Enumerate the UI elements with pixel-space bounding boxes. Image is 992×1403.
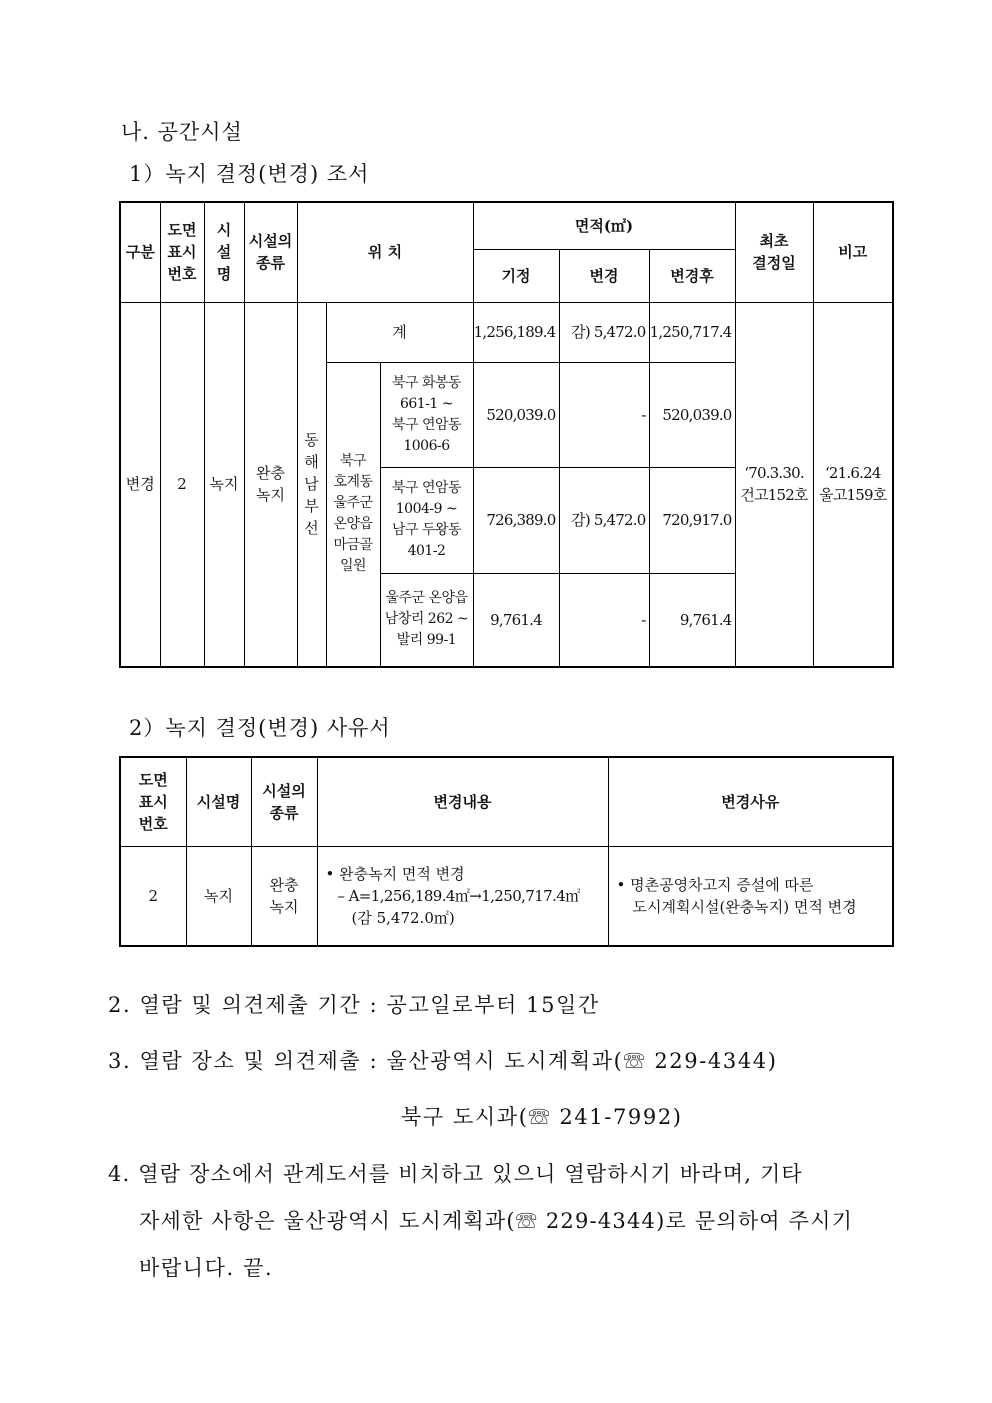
header-first-decision: 최초 결정일 <box>735 202 813 302</box>
cell-section-3-change: - <box>559 573 649 667</box>
reason-header-domyeon: 도면 표시 번호 <box>120 757 186 846</box>
reason-header-facility-type: 시설의 종류 <box>251 757 317 846</box>
cell-total-before: 1,256,189.4 <box>473 302 559 362</box>
cell-total-label: 계 <box>326 302 473 362</box>
reason-header-content: 변경내용 <box>317 757 608 846</box>
header-area-change: 변경 <box>559 249 649 302</box>
cell-section-1-after: 520,039.0 <box>649 362 735 467</box>
cell-area-group: 북구 호계동 울주군 온양읍 마금골 일원 <box>326 362 380 667</box>
cell-section-2-change: 감) 5,472.0 <box>559 467 649 573</box>
cell-section-1-location: 북구 화봉동 661-1 ~ 북구 연암동 1006-6 <box>380 362 473 467</box>
green-area-decision-table <box>119 201 894 668</box>
content-line-3: (감 5,472.0㎡) <box>351 908 455 927</box>
reason-cell-domyeon: 2 <box>120 846 186 946</box>
reason-cell-facility-type: 완충 녹지 <box>251 846 317 946</box>
reason-cell-facility-name: 녹지 <box>186 846 251 946</box>
item-3: 3. 열람 장소 및 의견제출 : 울산광역시 도시계획과(☏ 229-4344) <box>108 1049 778 1073</box>
reason-header-facility-name: 시설명 <box>186 757 251 846</box>
cell-section-2-after: 720,917.0 <box>649 467 735 573</box>
reason-cell-content <box>317 846 608 946</box>
reason-header-reason: 변경사유 <box>608 757 893 846</box>
cell-section-2-location: 북구 연암동 1004-9 ~ 남구 두왕동 401-2 <box>380 467 473 573</box>
header-remarks: 비고 <box>813 202 893 302</box>
header-facility-name: 시 설 명 <box>204 202 244 302</box>
cell-facility-type: 완충 녹지 <box>244 302 297 667</box>
reason-cell-reason <box>608 846 893 946</box>
cell-total-after: 1,250,717.4 <box>649 302 735 362</box>
cell-domyeon: 2 <box>160 302 204 667</box>
item-4-line-2: 자세한 사항은 울산광역시 도시계획과(☏ 229-4344)로 문의하여 주시기 <box>139 1209 854 1233</box>
cell-section-1-change: - <box>559 362 649 467</box>
header-area-after: 변경후 <box>649 249 735 302</box>
section-title: 나. 공간시설 <box>121 120 243 144</box>
header-domyeon: 도면 표시 번호 <box>160 202 204 302</box>
cell-first-decision: ‘70.3.30. 건고152호 <box>735 302 813 667</box>
cell-total-change: 감) 5,472.0 <box>559 302 649 362</box>
header-area-before: 기정 <box>473 249 559 302</box>
subsection-title-1: 1）녹지 결정(변경) 조서 <box>129 162 370 186</box>
cell-section-2-before: 726,389.0 <box>473 467 559 573</box>
header-facility-type: 시설의 종류 <box>244 202 297 302</box>
header-area: 면적(㎡) <box>473 202 735 249</box>
item-2: 2. 열람 및 의견제출 기간 : 공고일로부터 15일간 <box>108 993 600 1017</box>
cell-section-3-after: 9,761.4 <box>649 573 735 667</box>
green-area-reason-table <box>119 756 894 947</box>
item-4-line-1: 4. 열람 장소에서 관계도서를 비치하고 있으니 열람하시기 바라며, 기타 <box>108 1162 803 1186</box>
item-3-second-line: 북구 도시과(☏ 241-7992) <box>401 1105 683 1129</box>
cell-gubun: 변경 <box>120 302 160 667</box>
content-line-1: • 완충녹지 면적 변경 <box>325 864 465 883</box>
header-gubun: 구분 <box>120 202 160 302</box>
cell-line-name: 동 해 남 부 선 <box>297 302 326 667</box>
cell-section-3-location: 울주군 온양읍 남창리 262 ~ 발리 99-1 <box>380 573 473 667</box>
cell-remarks: ‘21.6.24 울고159호 <box>813 302 893 667</box>
cell-facility-name: 녹지 <box>204 302 244 667</box>
cell-section-3-before: 9,761.4 <box>473 573 559 667</box>
header-location: 위 치 <box>297 202 473 302</box>
cell-section-1-before: 520,039.0 <box>473 362 559 467</box>
reason-line-1: • 명촌공영차고지 증설에 따른 <box>616 875 814 894</box>
subsection-title-2: 2）녹지 결정(변경) 사유서 <box>129 716 391 740</box>
item-4-line-3: 바랍니다. 끝. <box>139 1256 274 1280</box>
content-line-2: – A=1,256,189.4㎡→1,250,717.4㎡ <box>337 886 580 905</box>
reason-line-2: 도시계획시설(완충녹지) 면적 변경 <box>632 897 857 916</box>
